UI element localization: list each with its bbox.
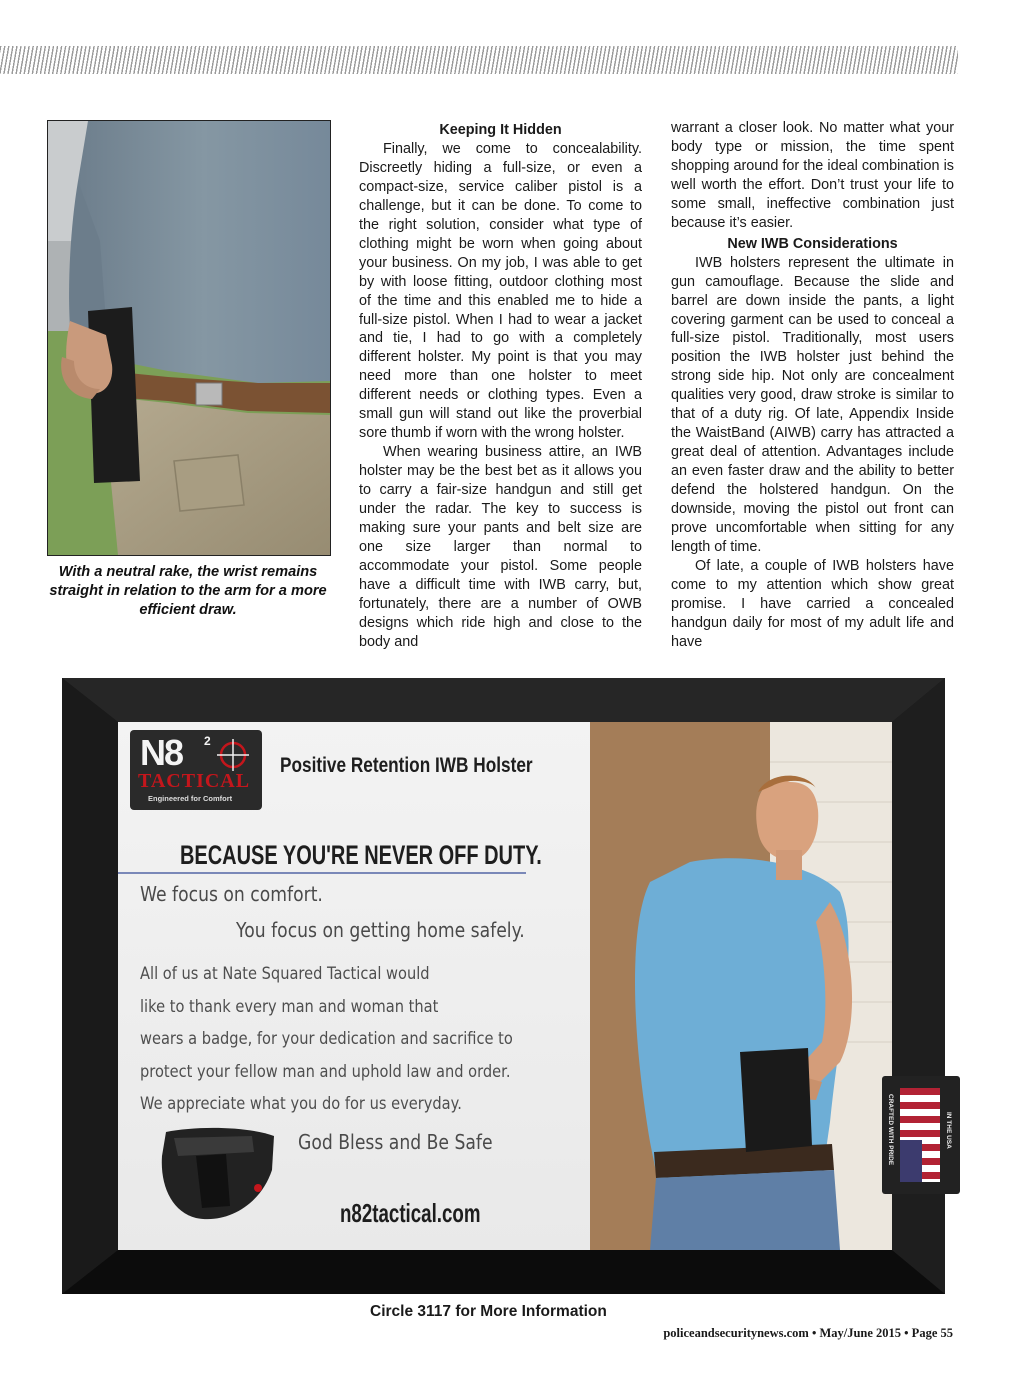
section-heading-new-iwb: New IWB Considerations bbox=[727, 235, 898, 252]
paragraph: Of late, a couple of IWB holsters have come to my attention which show great promise. I have carried a concealed handgun daily for most of my adult life and have bbox=[671, 557, 954, 650]
page-footer: policeandsecuritynews.com • May/June 2015 • Page 55 bbox=[663, 1326, 953, 1340]
ad-body-line: All of us at Nate Squared Tactical would bbox=[140, 964, 430, 984]
reader-service-circle: Circle 3117 for More Information bbox=[370, 1303, 607, 1320]
ad-tagline-1: We focus on comfort. bbox=[140, 882, 323, 906]
man-drawing-pistol-illustration bbox=[48, 121, 330, 555]
ad-model-photo bbox=[590, 722, 952, 1250]
paragraph: IWB holsters represent the ultimate in gun camouflage. Because the slide and barrel are down inside the pants, a light covering garment can be used to conceal a full-size pistol. Traditionally, most users position the IWB holster just behind the strong side hip. Not only are concealment qualities very good, draw stroke is similar to that of a duty rig. Of late, Appendix Inside the WaistBand (AIWB) carry has attracted a great deal of attention. Advantages include an even faster draw and the ability to better defend the holstered handgun. On the downside, moving the pistol out front can prove uncomfortable when sitting for any length of time. bbox=[671, 254, 954, 555]
usa-flag-patch: CRAFTED WITH PRIDE IN THE USA bbox=[882, 1076, 960, 1194]
article-column-2 bbox=[671, 119, 954, 652]
n82-tactical-logo: N8 2 TACTICAL Engineered for Comfort bbox=[130, 730, 262, 810]
ad-text-panel bbox=[118, 722, 590, 1250]
model-drawing-holster-illustration bbox=[590, 722, 892, 1250]
ad-body-line: wears a badge, for your dedication and sacrifice to bbox=[140, 1029, 513, 1050]
ad-body-line: We appreciate what you do for us everyday. bbox=[140, 1094, 462, 1115]
ad-body-line: protect your fellow man and uphold law and order. bbox=[140, 1061, 511, 1082]
holster-draw-photo bbox=[47, 120, 331, 556]
american-flag-icon bbox=[900, 1088, 940, 1182]
n82-tactical-advertisement[interactable] bbox=[62, 678, 952, 1294]
ad-body-line: like to thank every man and woman that bbox=[140, 996, 439, 1017]
header-hatch-strip bbox=[0, 46, 958, 74]
photo-caption: With a neutral rake, the wrist remains straight in relation to the arm for a more efficient draw. bbox=[49, 564, 327, 618]
crosshair-icon bbox=[216, 738, 250, 772]
ad-headline: BECAUSE YOU'RE NEVER OFF DUTY. bbox=[180, 840, 542, 870]
paragraph: Finally, we come to concealability. Discreetly hiding a full-size, or even a compact-size, service caliber pistol is a challenge, but it can be done. To come to the right solution, consider what type of clothing might be worn when going about your business. On my job, I was able to get by with loose fitting, outdoor clothing most of the time and this enabled me to hide a full-size pistol. When I had to wear a jacket and tie, I had to go with a completely different holster. My point is that you may need more than one holster to meet different needs or clothing types. Even a small gun will stand out like the proverbial sore thumb if worn with the wrong holster. bbox=[359, 140, 642, 442]
paragraph: warrant a closer look. No matter what your body type or mission, the time spent shopping around for the ideal combination is well worth the effort. Don’t trust your life to some small, ineffective combination just because it’s easier. bbox=[671, 120, 954, 231]
ad-product-title: Positive Retention IWB Holster bbox=[280, 754, 533, 777]
ad-blessing: God Bless and Be Safe bbox=[298, 1130, 493, 1154]
paragraph: When wearing business attire, an IWB holster may be the best bet as it allows you to carry a fair-size handgun and still get under the radar. The key to success is making sure your pants and belt size are one size larger than normal to accommodate your pistol. Some people have a difficult time with IWB carry, but, fortunately, there are a number of OWB designs which ride high and close to the body and bbox=[359, 444, 642, 650]
ad-tagline-2: You focus on getting home safely. bbox=[236, 918, 525, 942]
ad-website-link[interactable]: n82tactical.com bbox=[340, 1198, 481, 1228]
ad-divider bbox=[118, 872, 526, 874]
article-column-1 bbox=[359, 119, 642, 652]
ad-body-text bbox=[140, 958, 513, 1121]
holster-product-image bbox=[156, 1126, 280, 1224]
section-heading-keeping-hidden: Keeping It Hidden bbox=[439, 122, 562, 138]
